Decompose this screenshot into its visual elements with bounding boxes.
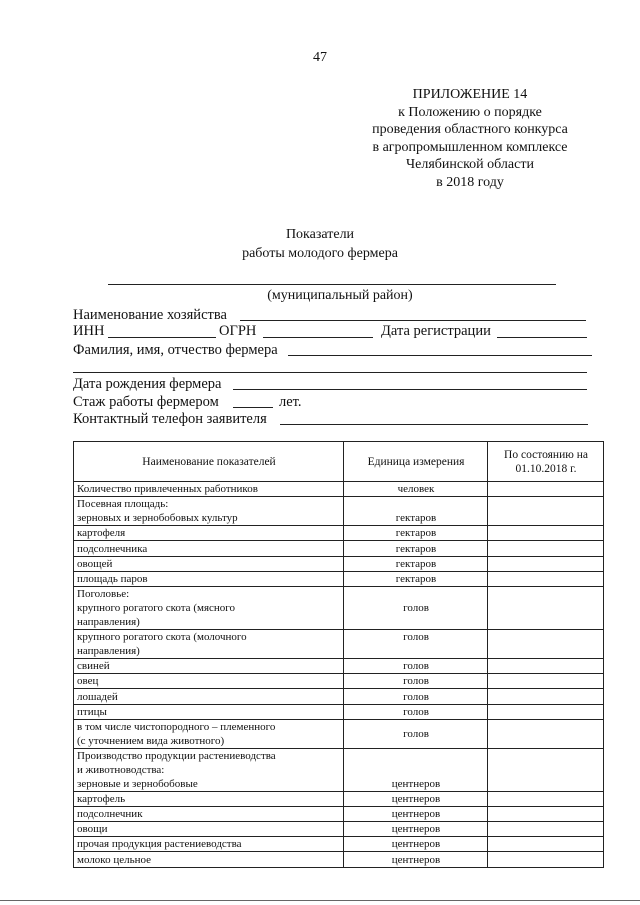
municipal-caption: (муниципальный район): [267, 288, 413, 303]
indicator-name: птицы: [74, 704, 344, 719]
unit-cell: центнеров: [344, 852, 488, 867]
indicator-name: овощи: [74, 822, 344, 837]
experience-blank[interactable]: [233, 407, 273, 408]
reg-date-label: Дата регистрации: [381, 323, 491, 339]
indicator-name: подсолнечника: [74, 541, 344, 556]
value-cell[interactable]: [488, 704, 604, 719]
unit-cell: голов: [344, 719, 488, 748]
indicator-name: в том числе чистопородного – племенного (с уточнением вида животного): [74, 719, 344, 748]
table-row: [74, 806, 604, 821]
birth-date-blank[interactable]: [233, 389, 587, 390]
farmer-name-blank[interactable]: [288, 355, 592, 356]
table-row: [74, 791, 604, 806]
table-row: [74, 541, 604, 556]
indicator-name: площадь паров: [74, 571, 344, 586]
unit-cell: голов: [344, 689, 488, 704]
indicator-name: свиней: [74, 658, 344, 673]
value-cell[interactable]: [488, 674, 604, 689]
indicator-name: картофель: [74, 791, 344, 806]
table-row: [74, 674, 604, 689]
phone-label: Контактный телефон заявителя: [73, 411, 267, 427]
value-cell[interactable]: [488, 541, 604, 556]
table-row: [74, 629, 604, 658]
page-number: 47: [313, 50, 327, 65]
farmer-name-label: Фамилия, имя, отчество фермера: [73, 342, 278, 358]
phone-blank[interactable]: [280, 424, 588, 425]
table-row: [74, 852, 604, 867]
birth-date-label: Дата рождения фермера: [73, 376, 222, 392]
header-name: Наименование показателей: [74, 442, 344, 482]
appendix-line: проведения областного конкурса: [372, 122, 568, 137]
indicator-name: Производство продукции растениеводства и животноводства: зерновые и зернобобовые: [74, 748, 344, 791]
document-title: [0, 225, 640, 263]
appendix-line: в агропромышленном комплексе: [372, 139, 568, 155]
indicator-name: молоко цельное: [74, 852, 344, 867]
table-row: [74, 571, 604, 586]
table-row: [74, 748, 604, 791]
unit-cell: гектаров: [344, 556, 488, 571]
farm-name-label: Наименование хозяйства: [73, 307, 227, 323]
indicator-name: лошадей: [74, 689, 344, 704]
indicator-name: Поголовье: крупного рогатого скота (мясного направления): [74, 586, 344, 629]
municipal-blank-line[interactable]: [108, 284, 556, 285]
indicator-name: Посевная площадь: зерновых и зернобобовых культур: [74, 497, 344, 526]
unit-cell: гектаров: [344, 526, 488, 541]
value-cell[interactable]: [488, 791, 604, 806]
value-cell[interactable]: [488, 658, 604, 673]
header-unit: Единица измерения: [344, 442, 488, 482]
inn-blank[interactable]: [108, 337, 216, 338]
table-row: [74, 704, 604, 719]
page-bottom-edge: [0, 900, 640, 901]
table-row: [74, 556, 604, 571]
indicator-name: картофеля: [74, 526, 344, 541]
unit-cell: центнеров: [344, 822, 488, 837]
header-status: По состоянию на 01.10.2018 г.: [488, 442, 604, 482]
value-cell[interactable]: [488, 837, 604, 852]
unit-cell: центнеров: [344, 806, 488, 821]
indicator-name: подсолнечник: [74, 806, 344, 821]
unit-cell: голов: [344, 586, 488, 629]
value-cell[interactable]: [488, 497, 604, 526]
title-line: работы молодого фермера: [242, 246, 398, 261]
table-row: [74, 822, 604, 837]
value-cell[interactable]: [488, 806, 604, 821]
unit-cell: голов: [344, 629, 488, 658]
value-cell[interactable]: [488, 719, 604, 748]
value-cell[interactable]: [488, 822, 604, 837]
inn-label: ИНН: [73, 323, 105, 339]
experience-label: Стаж работы фермером: [73, 394, 219, 410]
experience-unit: лет.: [279, 394, 302, 410]
unit-cell: человек: [344, 482, 488, 497]
farm-name-blank[interactable]: [240, 320, 586, 321]
value-cell[interactable]: [488, 852, 604, 867]
table-row: [74, 689, 604, 704]
unit-cell: гектаров: [344, 541, 488, 556]
table-row: [74, 526, 604, 541]
appendix-header: [340, 86, 600, 191]
title-line: Показатели: [285, 227, 355, 242]
indicator-name: прочая продукция растениеводства: [74, 837, 344, 852]
unit-cell: центнеров: [344, 837, 488, 852]
farmer-name-blank-2[interactable]: [73, 372, 587, 373]
appendix-line: ПРИЛОЖЕНИЕ 14: [412, 87, 528, 102]
unit-cell: голов: [344, 704, 488, 719]
table-row: [74, 482, 604, 497]
table-row: [74, 586, 604, 629]
value-cell[interactable]: [488, 586, 604, 629]
appendix-line: в 2018 году: [436, 174, 504, 190]
table-row: [74, 497, 604, 526]
table-row: [74, 658, 604, 673]
unit-cell: центнеров: [344, 791, 488, 806]
value-cell[interactable]: [488, 482, 604, 497]
table-row: [74, 719, 604, 748]
unit-cell: голов: [344, 658, 488, 673]
value-cell[interactable]: [488, 748, 604, 791]
appendix-line: Челябинской области: [406, 157, 534, 172]
unit-cell: гектаров: [344, 571, 488, 586]
value-cell[interactable]: [488, 526, 604, 541]
unit-cell: центнеров: [344, 748, 488, 791]
value-cell[interactable]: [488, 571, 604, 586]
indicator-name: овец: [74, 674, 344, 689]
value-cell[interactable]: [488, 629, 604, 658]
ogrn-label: ОГРН: [219, 323, 257, 339]
unit-cell: голов: [344, 674, 488, 689]
appendix-line: к Положению о порядке: [398, 104, 542, 120]
indicator-name: овощей: [74, 556, 344, 571]
ogrn-blank[interactable]: [263, 337, 373, 338]
value-cell[interactable]: [488, 689, 604, 704]
value-cell[interactable]: [488, 556, 604, 571]
indicator-name: Количество привлеченных работников: [74, 482, 344, 497]
indicators-table: [73, 441, 604, 868]
reg-date-blank[interactable]: [497, 337, 587, 338]
indicator-name: крупного рогатого скота (молочного направления): [74, 629, 344, 658]
unit-cell: гектаров: [344, 497, 488, 526]
table-row: [74, 837, 604, 852]
